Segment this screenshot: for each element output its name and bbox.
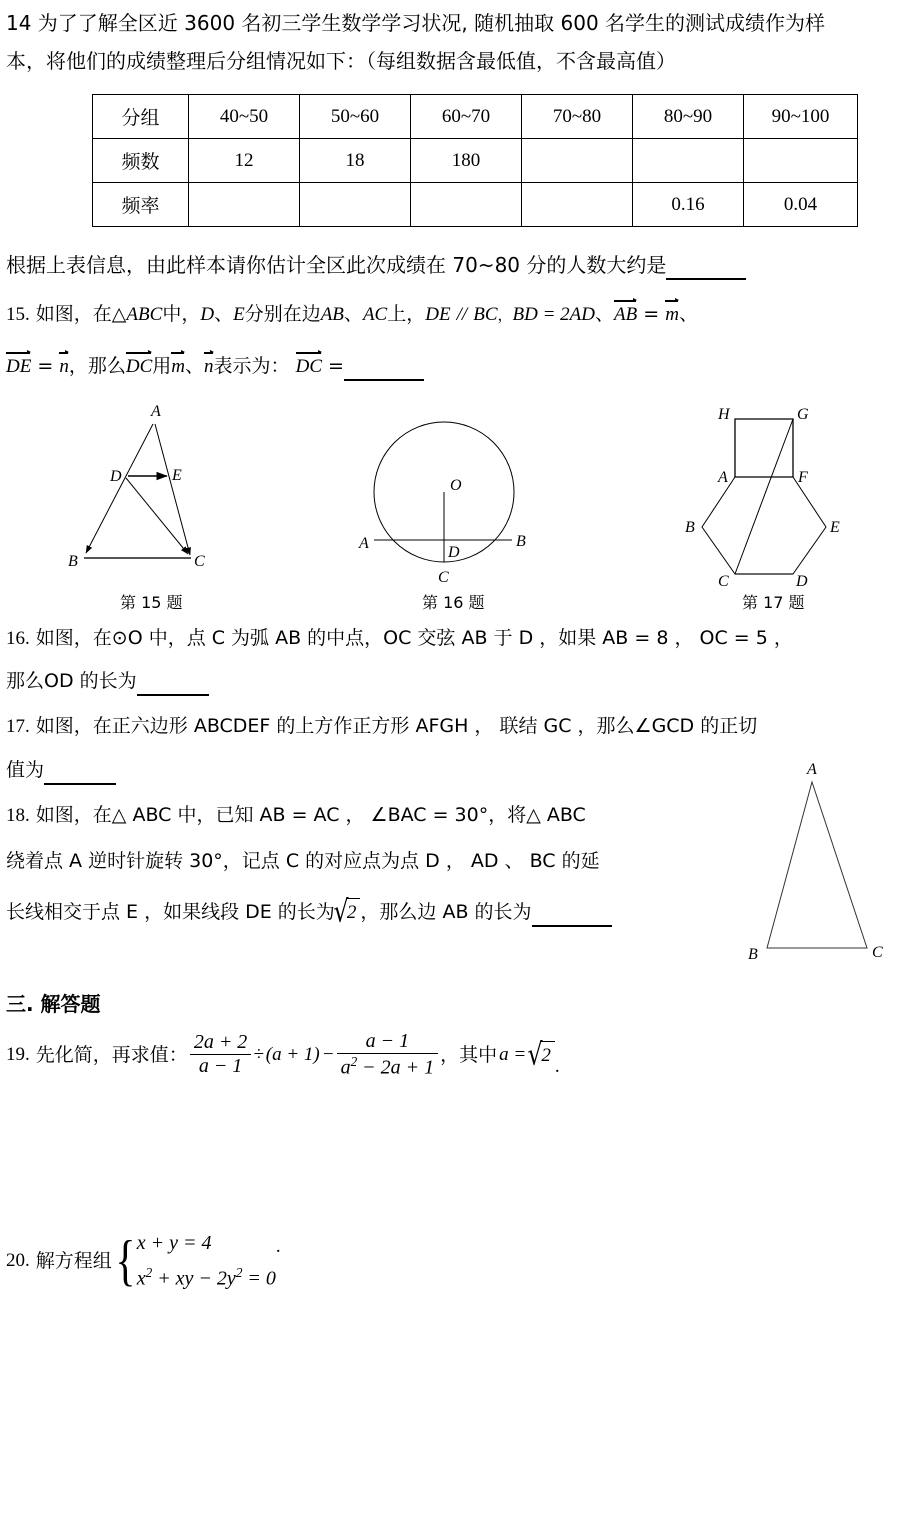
q15-line2 [6,352,424,381]
q20-prompt: 解方程组 [35,1249,112,1272]
hexagon-abcdef [702,477,826,574]
q16-text: 如图，在⊙O 中，点 C 为弧 AB 的中点，OC 交弦 AB 于 D ，如果 AB = 8 ， OC = 5 ， [35,627,793,649]
count-cell-1: 12 [189,139,300,183]
q16-line2 [6,668,209,696]
q20-eq2-b: + xy − 2y [152,1267,236,1290]
q17-number: 17. [6,716,30,737]
q15-seg4: 分别在边 [244,303,321,325]
segment-ab [86,424,153,553]
q15-ab: AB [320,304,344,325]
row-header-count: 频数 [93,139,189,183]
vector-n: n [59,352,69,380]
fraction-1-numerator: 2a + 2 [190,1031,252,1055]
fig18-label-C: C [872,944,883,961]
q15-answer-blank [344,353,424,381]
minus-symbol: − [321,1043,335,1065]
section-3-heading: 三. 解答题 [6,992,101,1016]
fraction-2-denominator [337,1054,439,1080]
q15-ac: AC [362,304,388,325]
q18-text4: ，那么边 AB 的长为 [360,901,532,923]
fig17-label-F: F [798,469,808,486]
f2-exp: 2 [350,1054,358,1069]
square-afgh [735,419,793,477]
q15-comma2: 、 [595,303,615,325]
q20-eq2-b-exp: 2 [235,1265,243,1280]
q15-de: DE [425,304,451,325]
rate-cell-5: 0.16 [633,183,744,227]
count-cell-5 [633,139,744,183]
q16-answer-blank [137,668,209,696]
fig16-label-A: A [359,535,369,552]
equations [137,1228,276,1294]
q19-number: 19. [6,1043,30,1065]
left-brace-icon: { [115,1229,136,1292]
figure-16-circle [352,410,552,590]
count-cell-3: 180 [411,139,522,183]
q15-bc: BC [473,304,498,325]
vector-dc2: DC [296,352,322,380]
frequency-distribution-table [92,94,858,227]
q15-line2-seg2: 用 [152,355,172,377]
figure-18-triangle [726,748,896,980]
q19-where: ，其中 [440,1043,498,1066]
q15-e: E [233,304,245,325]
count-cell-2: 18 [300,139,411,183]
q15-abc: ABC [126,304,163,325]
fig17-label-A: A [718,469,728,486]
fig17-label-B: B [685,519,695,536]
q15-line1 [6,300,698,328]
q15-d: D [200,304,215,325]
q14-answer-blank [666,252,746,280]
f2-rest: − 2a + 1 [357,1056,435,1079]
divide-symbol: ÷ [253,1043,264,1065]
q20-period: . [275,1236,281,1257]
q19-sqrt-value: 2 [540,1041,555,1069]
fig17-label-E: E [830,519,840,536]
figure-16-caption: 第 16 题 [422,593,485,612]
vector-dc: DC [126,352,152,380]
vector-n2: n [204,352,214,380]
equation-system [112,1228,276,1294]
q15-line2-seg1: ，那么 [68,355,126,377]
q19-line [6,1030,560,1080]
sqrt-icon: √ [333,894,349,930]
q19-period: . [554,1055,560,1077]
q18-line2: 绕着点 A 逆时针旋转 30°，记点 C 的对应点为点 D ， AD 、 BC 的延 [6,850,600,872]
fig16-label-O: O [450,477,462,494]
q15-number: 15. [6,304,30,325]
figure-15-caption: 第 15 题 [120,593,183,612]
fig15-label-B: B [68,553,78,570]
q15-line2-seg4: 表示为： [213,355,290,377]
table-row [93,95,858,139]
q18-line1 [6,802,586,829]
group-cell-2: 50~60 [300,95,411,139]
q20-equation-2 [137,1258,276,1294]
table-row [93,139,858,183]
fig18-label-B: B [748,946,758,963]
q20-line [6,1228,281,1294]
group-cell-6: 90~100 [744,95,858,139]
q19-prompt: 先化简，再求值： [35,1043,188,1066]
figure-17-caption: 第 17 题 [742,593,805,612]
fig15-label-E: E [172,467,182,484]
q18-text1: 如图，在△ ABC 中，已知 AB = AC ， ∠BAC = 30°，将△ ABC [35,804,586,826]
fig18-label-A: A [807,761,817,778]
q18-text3: 长线相交于点 E ，如果线段 DE 的长为 [6,901,335,923]
parallel-symbol: // [456,304,468,325]
q15-seg1: 如图，在△ [35,303,127,325]
q15-seg6: 上， [387,303,426,325]
q16-text2: 那么OD 的长为 [6,670,137,692]
q16-number: 16. [6,628,30,649]
q15-eq2: = [37,355,54,377]
q18-answer-blank [532,899,612,927]
figure-15-triangle [60,398,320,588]
q15-comma: ， [497,306,513,324]
segment-gc [735,419,793,574]
vector-ab: AB [614,300,637,328]
q15-seg5: 、 [343,303,363,325]
q14-line2: 本，将他们的成绩整理后分组情况如下：（每组数据含最低值，不含最高值） [6,49,676,73]
group-cell-3: 60~70 [411,95,522,139]
q15-eq: = [643,303,660,325]
count-cell-6 [744,139,858,183]
group-cell-5: 80~90 [633,95,744,139]
q20-eq2-a-exp: 2 [145,1265,153,1280]
row-header-group: 分组 [93,95,189,139]
group-cell-4: 70~80 [522,95,633,139]
sqrt-icon-2: √ [527,1037,543,1073]
triangle-abc [767,782,867,948]
q15-seg2: 中， [162,303,201,325]
q15-line2-seg3: 、 [185,355,205,377]
q20-eq2-c: = 0 [242,1267,276,1290]
vector-m2: m [171,352,185,380]
q20-equation-1: x + y = 4 [136,1232,212,1254]
q19-a-eq: a = [499,1043,527,1065]
q14-conclusion-text: 根据上表信息，由此样本请你估计全区此次成绩在 70~80 分的人数大约是 [6,253,667,277]
q19-paren: (a + 1) [265,1043,320,1065]
rate-cell-4 [522,183,633,227]
vector-m: m [665,300,679,328]
q15-line2-eq: = [328,355,344,377]
fig15-label-D: D [110,468,122,485]
q15-seg3: 、 [214,303,234,325]
group-cell-1: 40~50 [189,95,300,139]
q16-line1 [6,625,793,652]
count-cell-4 [522,139,633,183]
rate-cell-1 [189,183,300,227]
fig15-label-C: C [194,553,205,570]
q17-line2 [6,757,116,785]
table-row [93,183,858,227]
fig17-label-G: G [797,406,809,423]
q20-eq2-a: x [136,1267,146,1290]
q15-bd-eq: BD = 2AD [512,304,595,325]
q14-line1: 14 为了了解全区近 3600 名初三学生数学学习状况, 随机抽取 600 名学生的测试成绩作为样 [6,11,826,35]
fraction-2 [337,1030,439,1080]
rate-cell-6: 0.04 [744,183,858,227]
q15-comma3: 、 [678,303,698,325]
fig15-label-A: A [151,403,161,420]
segment-dc [126,478,188,554]
rate-cell-2 [300,183,411,227]
fig16-label-C: C [438,569,449,586]
fig17-label-H: H [718,406,730,423]
q20-number: 20. [6,1249,30,1271]
q17-answer-blank [44,757,116,785]
figure-17-hexagon-square [680,402,850,592]
row-header-rate: 频率 [93,183,189,227]
fraction-1 [190,1031,252,1078]
rate-cell-3 [411,183,522,227]
q18-line3 [6,894,612,930]
q17-text: 如图，在正六边形 ABCDEF 的上方作正方形 AFGH ， 联结 GC ，那么∠GCD 的正切 [35,715,758,737]
fraction-1-denominator: a − 1 [198,1055,243,1078]
fig17-label-C: C [718,573,729,590]
q14-conclusion [6,252,746,280]
vector-de: DE [6,352,31,380]
q18-sqrt-value: 2 [346,898,361,926]
q17-text2: 值为 [6,759,45,781]
fig17-label-D: D [796,573,808,590]
fig16-label-B: B [516,533,526,550]
q17-line1 [6,713,757,740]
f2-base: a [340,1056,351,1079]
fraction-2-numerator: a − 1 [337,1030,439,1054]
q18-number: 18. [6,805,30,826]
fig16-label-D: D [448,544,460,561]
